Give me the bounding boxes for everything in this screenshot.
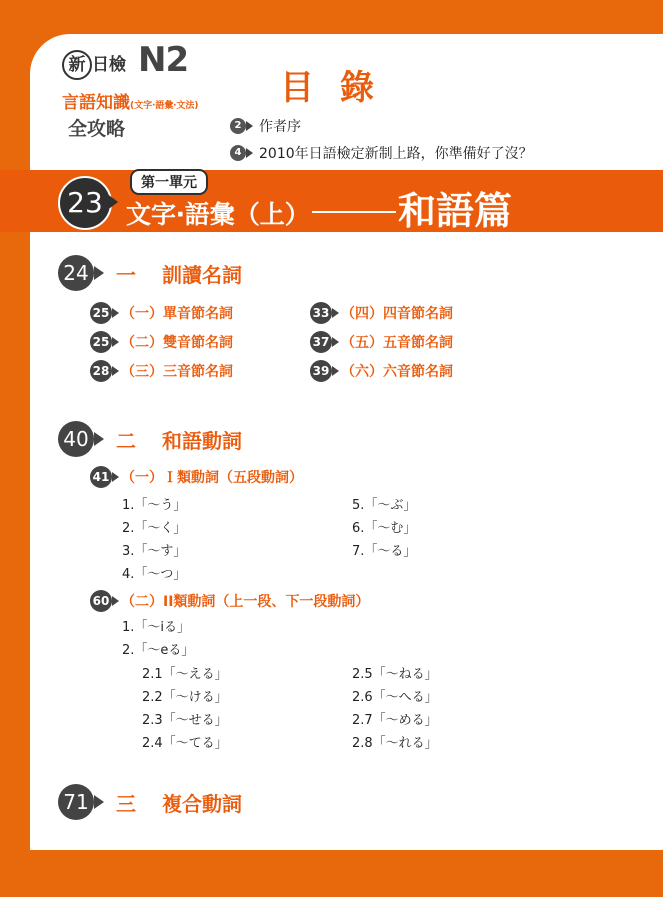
logo-line2-small: (文字‧語彙‧文法): [130, 101, 199, 111]
sub-sub-item: 2.1「～える」: [142, 667, 228, 682]
logo-line2: [62, 88, 199, 113]
arrow-icon: [112, 337, 119, 347]
section-title: 訓讀名詞: [162, 262, 242, 287]
item-label: （五）五音節名詞: [341, 335, 453, 351]
front-matter-intro[interactable]: [230, 143, 533, 163]
item-label: （二）雙音節名詞: [121, 335, 233, 351]
toc-item[interactable]: [310, 302, 453, 324]
section-number: 三: [116, 791, 136, 816]
logo-line2-main: 言語知識: [62, 93, 130, 113]
sub-sub-item: 2.7「～める」: [352, 713, 438, 728]
sub-sub-item: 2.8「～れる」: [352, 736, 438, 751]
item-page-badge: 28: [90, 360, 112, 382]
logo-circle-char: 新: [62, 50, 92, 80]
logo-line3: 全攻略: [68, 118, 126, 140]
sub-sub-item: 2.4「～てる」: [142, 736, 228, 751]
item-page-badge: 25: [90, 302, 112, 324]
sub-item: 4.「～つ」: [122, 567, 187, 582]
arrow-icon: [106, 193, 118, 211]
page-badge: 2: [230, 118, 246, 134]
toc-item[interactable]: [90, 331, 233, 353]
toc-item[interactable]: [310, 360, 453, 382]
sub-item: 1.「～う」: [122, 498, 187, 513]
toc-item[interactable]: [90, 360, 233, 382]
sub-item: 5.「～ぶ」: [352, 498, 417, 513]
section-page-badge: 71: [58, 784, 94, 820]
logo-line1: 日檢: [92, 55, 126, 75]
arrow-icon: [246, 148, 253, 158]
section-compound-verbs[interactable]: [58, 784, 242, 820]
section-number: 一: [116, 262, 136, 287]
section-page-badge: 24: [58, 255, 94, 291]
sub-sub-item: 2.6「～へる」: [352, 690, 438, 705]
sub-item: 2.「～eる」: [122, 643, 195, 658]
sub-item: 6.「～む」: [352, 521, 417, 536]
toc-title: 目錄: [280, 68, 400, 108]
sub-sub-item: 2.2「～ける」: [142, 690, 228, 705]
section-title: 複合動詞: [162, 791, 242, 816]
item-label: （六）六音節名詞: [341, 364, 453, 380]
unit-tag: 第一單元: [130, 169, 208, 195]
toc-item-group2[interactable]: [90, 590, 369, 612]
page-badge: 4: [230, 145, 246, 161]
front-matter-preface[interactable]: [230, 116, 301, 136]
section-page-badge: 40: [58, 421, 94, 457]
sub-item: 2.「～く」: [122, 521, 187, 536]
item-label: （一）單音節名詞: [121, 306, 233, 322]
item-label: （四）四音節名詞: [341, 306, 453, 322]
arrow-icon: [94, 266, 104, 280]
section-title: 和語動詞: [162, 428, 242, 453]
front-matter-label: 作者序: [259, 119, 301, 135]
item-label: （三）三音節名詞: [121, 364, 233, 380]
toc-item-group1[interactable]: [90, 466, 303, 488]
arrow-icon: [246, 121, 253, 131]
arrow-icon: [112, 308, 119, 318]
item-page-badge: 25: [90, 331, 112, 353]
logo-n2: N2: [138, 40, 189, 80]
section-nouns[interactable]: [58, 255, 242, 291]
item-page-badge: 60: [90, 590, 112, 612]
arrow-icon: [332, 308, 339, 318]
section-number: 二: [116, 428, 136, 453]
sub-sub-item: 2.5「～ねる」: [352, 667, 438, 682]
section-verbs[interactable]: [58, 421, 242, 457]
arrow-icon: [332, 366, 339, 376]
arrow-icon: [112, 366, 119, 376]
item-page-badge: 33: [310, 302, 332, 324]
unit-title[interactable]: 文字‧語彙（上）: [126, 200, 310, 229]
arrow-icon: [112, 596, 119, 606]
sub-sub-item: 2.3「～せる」: [142, 713, 228, 728]
sub-item: 7.「～る」: [352, 544, 417, 559]
item-page-badge: 39: [310, 360, 332, 382]
arrow-icon: [94, 795, 104, 809]
item-label: （二）II類動詞（上一段、下一段動詞）: [121, 594, 370, 610]
front-matter-label: 2010年日語檢定新制上路，你準備好了沒？: [259, 146, 533, 162]
sub-item: 1.「～iる」: [122, 620, 191, 635]
sub-item: 3.「～す」: [122, 544, 187, 559]
arrow-icon: [112, 472, 119, 482]
book-logo: [62, 50, 126, 80]
arrow-icon: [332, 337, 339, 347]
item-page-badge: 41: [90, 466, 112, 488]
unit-page-badge[interactable]: 23: [58, 176, 112, 230]
item-label: （一）Ｉ類動詞（五段動詞）: [121, 470, 303, 486]
toc-item[interactable]: [90, 302, 233, 324]
item-page-badge: 37: [310, 331, 332, 353]
toc-item[interactable]: [310, 331, 453, 353]
unit-divider: [312, 211, 396, 213]
unit-subtitle: 和語篇: [398, 189, 513, 233]
arrow-icon: [94, 432, 104, 446]
